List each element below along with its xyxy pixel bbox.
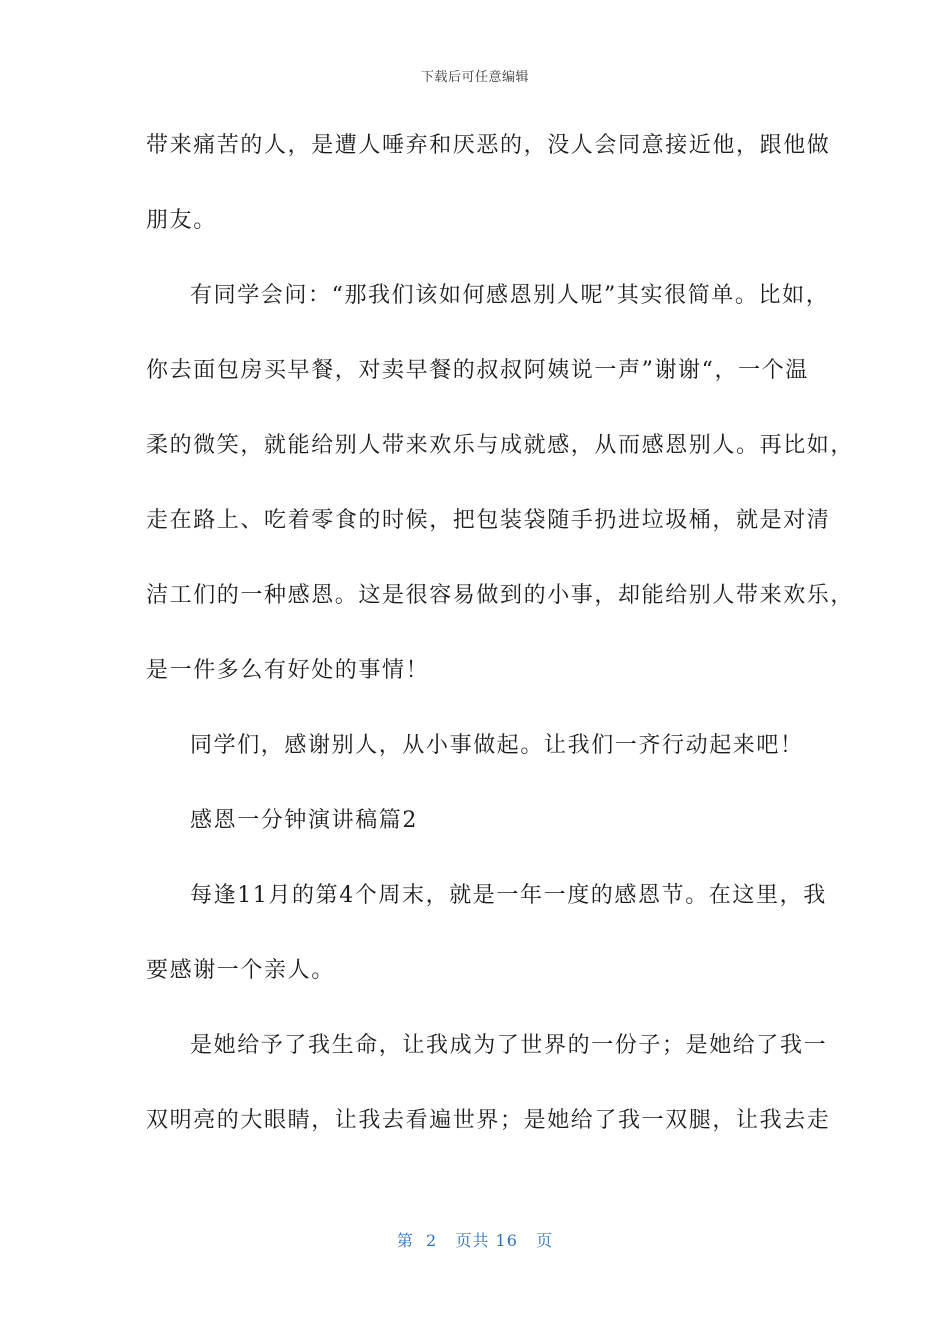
text-line: 洁工们的一种感恩。这是很容易做到的小事，却能给别人带来欢乐， [146,583,855,608]
document-body [146,126,855,1176]
text-line: 要感谢一个亲人。 [146,958,335,983]
section-heading: 感恩一分钟演讲稿篇2 [190,808,418,833]
text-line: 双明亮的大眼睛，让我去看遍世界；是她给了我一双腿，让我去走 [146,1108,831,1133]
paragraph-start-line: 每逢11月的第4个周末，就是一年一度的感恩节。在这里，我 [190,883,827,908]
paragraph-start-line: 同学们，感谢别人，从小事做起。让我们一齐行动起来吧！ [190,733,804,758]
paragraph-start-line: 是她给予了我生命，让我成为了世界的一份子；是她给了我一 [190,1033,828,1058]
text-line: 走在路上、吃着零食的时候，把包装袋随手扔进垃圾桶，就是对清 [146,508,831,533]
paragraph-start-line: 有同学会问：“那我们该如何感恩别人呢”其实很简单。比如， [190,283,830,308]
text-line: 你去面包房买早餐，对卖早餐的叔叔阿姨说一声”谢谢“，一个温 [146,358,809,383]
header-note: 下载后可任意编辑 [420,70,529,85]
page-number-footer: 第 2 页共 16 页 [396,1231,554,1250]
text-line: 柔的微笑，就能给别人带来欢乐与成就感，从而感恩别人。再比如， [146,433,855,458]
text-line: 朋友。 [146,208,217,233]
text-line: 带来痛苦的人，是遭人唾弃和厌恶的，没人会同意接近他，跟他做 [146,133,831,158]
text-line: 是一件多么有好处的事情！ [146,658,430,683]
